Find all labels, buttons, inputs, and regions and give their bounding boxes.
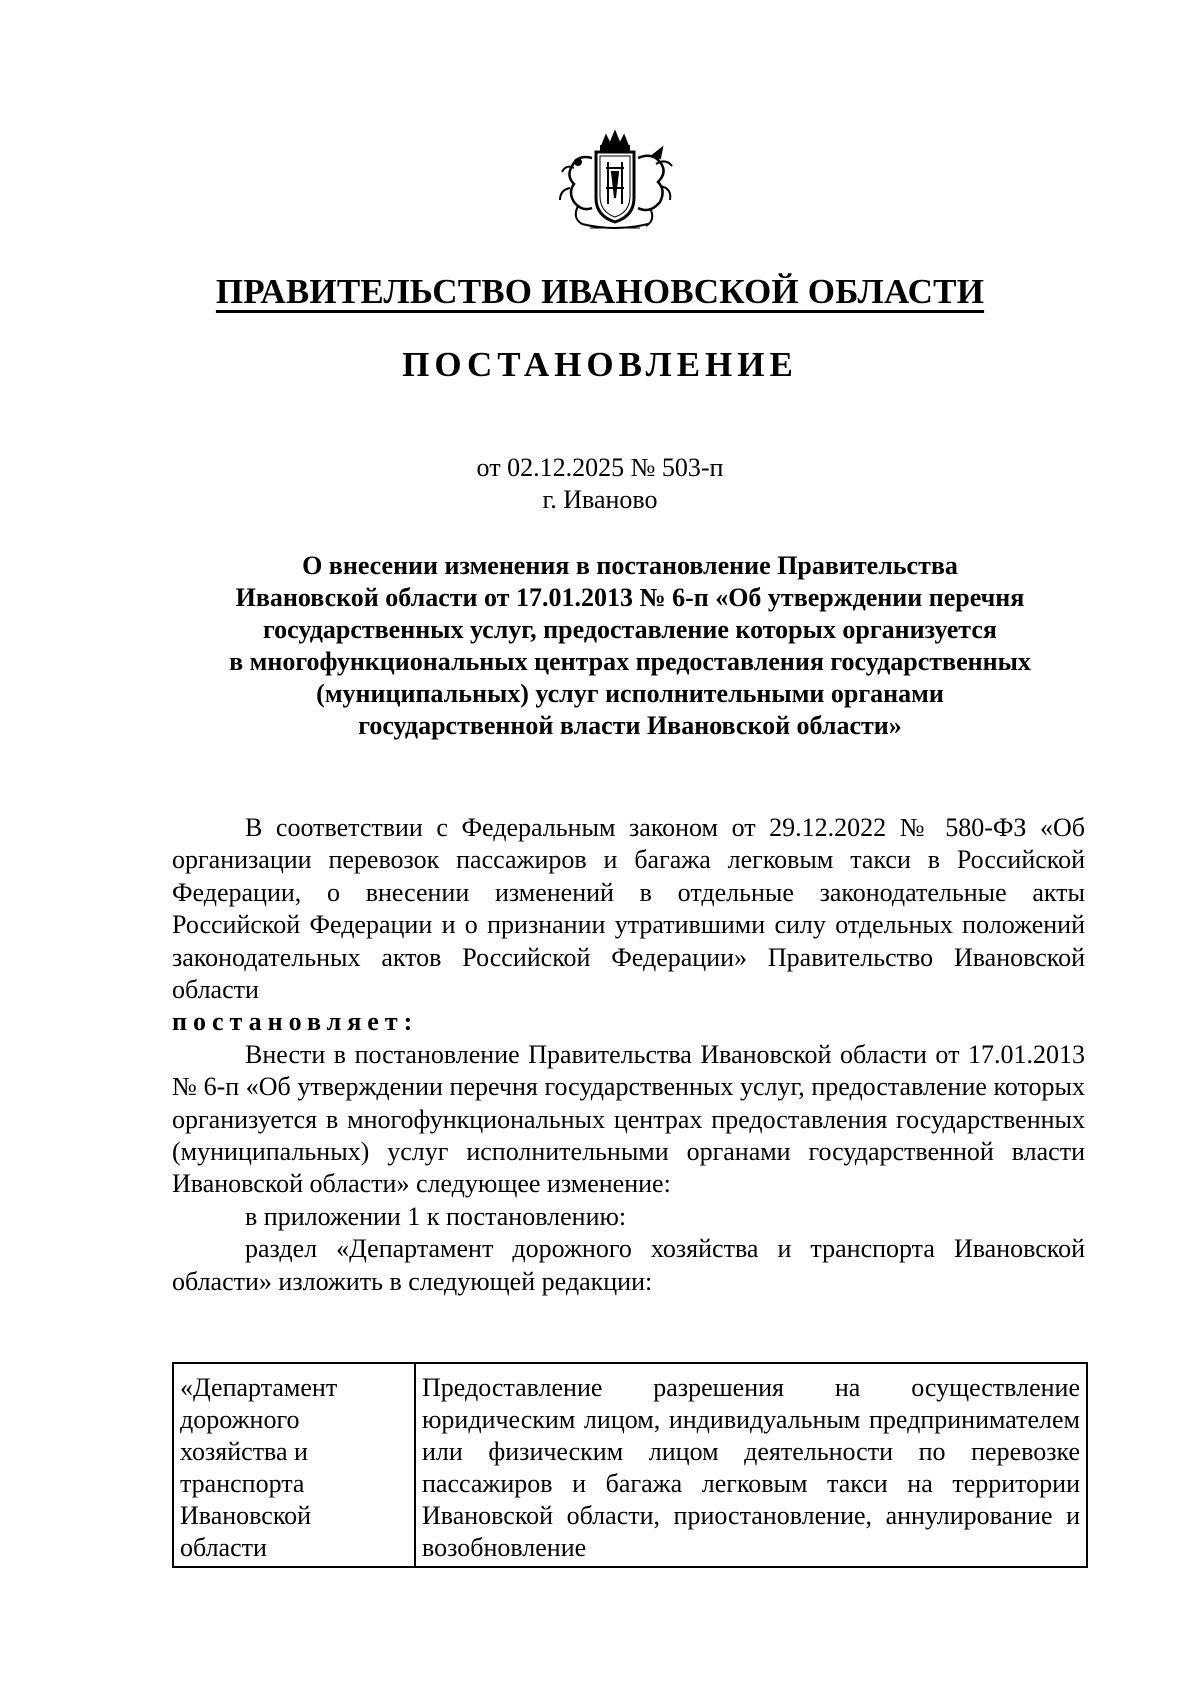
document-subject: [170, 550, 1090, 742]
body-paragraph-amendment: Внести в постановление Правительства Ивановской области от 17.01.2013 № 6-п «Об утверждении перечня государственных услуг, предоставление которых организуется в многофункциональных центрах предоставления государственных (муниципальных) услуг исполнительными органами государственной власти Ивановской области» следующее изменение:: [172, 1039, 1085, 1199]
document-date-number: от 02.12.2025 № 503-п: [476, 453, 724, 482]
coat-of-arms-emblem: [552, 128, 678, 234]
document-body: [172, 812, 1085, 1298]
document-type-heading: ПОСТАНОВЛЕНИЕ: [402, 345, 798, 384]
body-paragraph-appendix: в приложении 1 к постановлению:: [245, 1201, 627, 1231]
body-paragraph-legal-basis: В соответствии с Федеральным законом от 29.12.2022 № 580-ФЗ «Об организации перевозок пассажиров и багажа легковым такси в Российской Федерации, о внесении изменений в отдельные законодательные акты Российской Федерации и о признании утратившими силу отдельных положений законодательных актов Российской Федерации» Правительство Ивановской области: [172, 813, 1085, 1005]
body-resolves-keyword: постановляет:: [172, 1007, 419, 1037]
subject-line: государственной власти Ивановской области»: [358, 711, 902, 740]
subject-line: (муниципальных) услуг исполнительными органами: [316, 679, 944, 708]
table-row: [173, 1363, 1087, 1567]
government-title: ПРАВИТЕЛЬСТВО ИВАНОВСКОЙ ОБЛАСТИ: [215, 272, 985, 311]
document-meta: [0, 452, 1200, 516]
subject-line: в многофункциональных центрах предоставления государственных: [229, 647, 1031, 676]
services-table-grid: [172, 1362, 1088, 1568]
service-cell: Предоставление разрешения на осуществление юридическим лицом, индивидуальным предпринимателем или физическим лицом деятельности по перевозке пассажиров и багажа легковым такси на территории Ивановской области, приостановление, аннулирование и возобновление: [415, 1363, 1087, 1567]
subject-line: государственных услуг, предоставление которых организуется: [263, 615, 997, 644]
department-cell: «Департамент дорожного хозяйства и транспорта Ивановской области: [173, 1363, 415, 1567]
document-city: г. Иваново: [542, 485, 658, 514]
subject-line: О внесении изменения в постановление Правительства: [302, 551, 958, 580]
subject-line: Ивановской области от 17.01.2013 № 6-п «Об утверждении перечня: [235, 583, 1025, 612]
services-table: [172, 1362, 1088, 1568]
body-paragraph-section: раздел «Департамент дорожного хозяйства и транспорта Ивановской области» изложить в следующей редакции:: [172, 1234, 1085, 1296]
